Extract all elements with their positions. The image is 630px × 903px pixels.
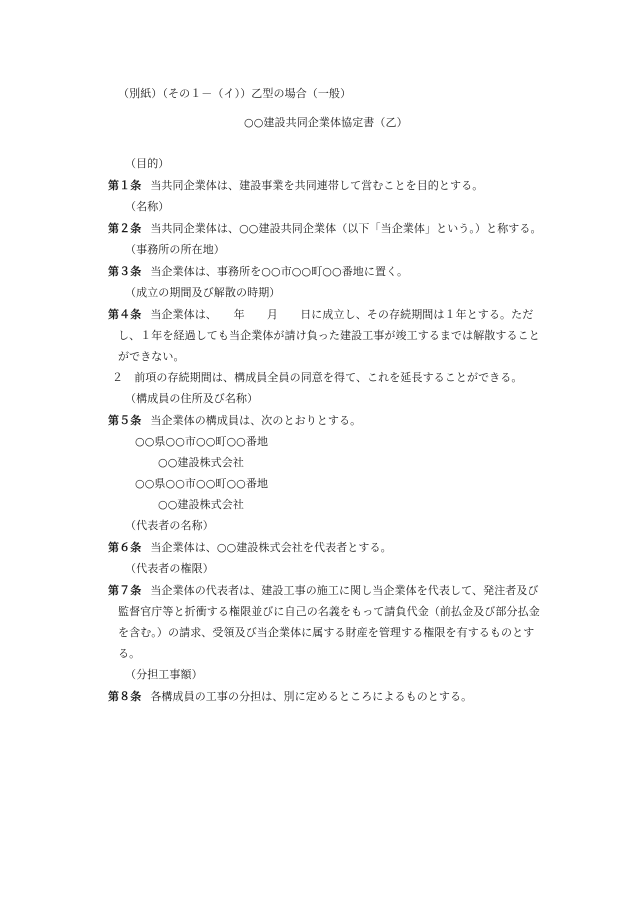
article-paragraph-2: ２ 前項の存続期間は、構成員全員の同意を得て、これを延長することができる。 — [112, 371, 523, 384]
article-caption: （構成員の住所及び名称） — [125, 392, 259, 405]
member-address: ○○県○○市○○町○○番地 — [135, 435, 269, 448]
article-caption: （分担工事額） — [125, 668, 203, 681]
article-text: 当共同企業体は、建設事業を共同連帯して営むことを目的とする。 — [150, 179, 484, 192]
article-heading: 第２条 — [108, 222, 142, 235]
article-text: 当企業体の構成員は、次のとおりとする。 — [150, 414, 362, 427]
article-4 — [108, 308, 533, 322]
article-caption: （事務所の所在地） — [125, 243, 225, 256]
article-6 — [108, 541, 392, 555]
article-3 — [108, 265, 408, 279]
article-text: 当共同企業体は、○○建設共同企業体（以下「当企業体」という。）と称する。 — [150, 222, 542, 235]
article-text-continued: し、１年を経過しても当企業体が請け負った建設工事が竣工するまでは解散すること — [118, 329, 540, 342]
article-caption: （成立の期間及び解散の時期） — [125, 286, 281, 299]
article-text-continued: 監督官庁等と折衝する権限並びに自己の名義をもって請負代金（前払金及び部分払金 — [118, 605, 540, 618]
article-text-continued: る。 — [118, 647, 141, 660]
article-text: 当企業体は、事務所を○○市○○町○○番地に置く。 — [150, 265, 409, 278]
article-text: 各構成員の工事の分担は、別に定めるところによるものとする。 — [150, 690, 473, 703]
article-text-continued: を含む。）の請求、受領及び当企業体に属する財産を管理する権限を有するものとす — [118, 626, 535, 639]
article-text-continued: ができない。 — [118, 350, 185, 363]
member-name: ○○建設株式会社 — [158, 498, 244, 511]
article-heading: 第３条 — [108, 265, 142, 278]
article-1 — [108, 179, 483, 193]
article-text: 当企業体は、 年 月 日に成立し、その存続期間は１年とする。ただ — [150, 308, 534, 321]
article-7 — [108, 584, 539, 598]
article-text: 当企業体の代表者は、建設工事の施工に関し当企業体を代表して、発注者及び — [150, 584, 539, 597]
article-heading: 第７条 — [108, 584, 142, 597]
article-caption: （目的） — [125, 157, 170, 170]
article-caption: （代表者の名称） — [125, 519, 214, 532]
document-title: ○○建設共同企業体協定書（乙） — [244, 116, 408, 129]
article-heading: 第１条 — [108, 179, 142, 192]
article-heading: 第５条 — [108, 414, 142, 427]
article-caption: （代表者の権限） — [125, 562, 214, 575]
article-5 — [108, 414, 361, 428]
article-text: 当企業体は、○○建設株式会社を代表者とする。 — [150, 541, 392, 554]
article-caption: （名称） — [125, 200, 170, 213]
article-2 — [108, 222, 542, 236]
attachment-note: （別紙）（その１－（イ））乙型の場合（一般） — [118, 87, 352, 100]
member-name: ○○建設株式会社 — [158, 456, 244, 469]
article-heading: 第８条 — [108, 690, 142, 703]
article-heading: 第６条 — [108, 541, 142, 554]
article-heading: 第４条 — [108, 308, 142, 321]
article-8 — [108, 690, 472, 704]
member-address: ○○県○○市○○町○○番地 — [135, 477, 269, 490]
